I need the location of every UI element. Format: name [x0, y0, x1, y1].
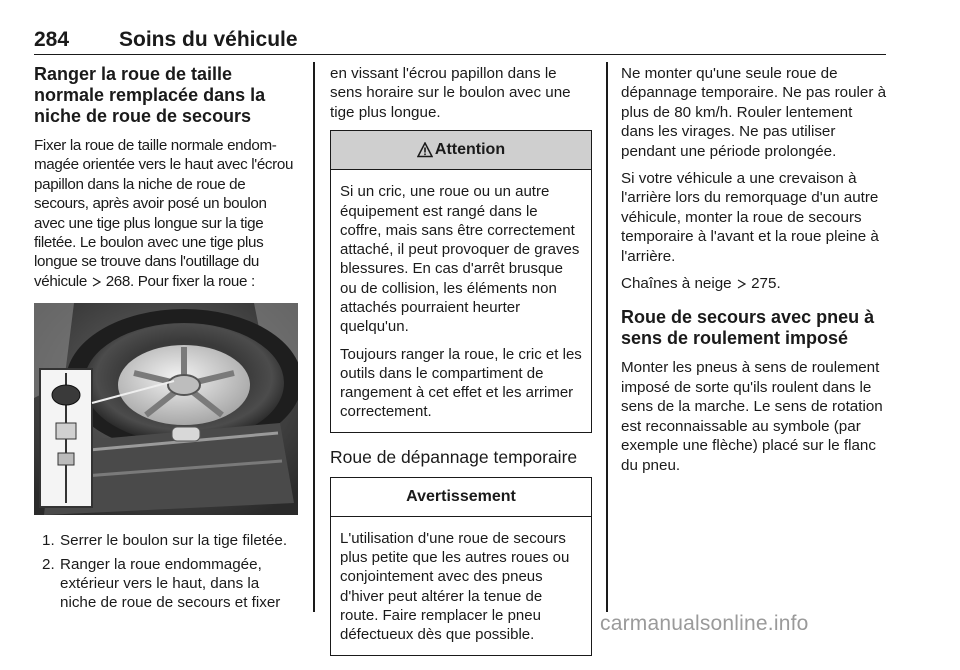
warning-triangle-icon [417, 142, 433, 158]
watermark: carmanualsonline.info [600, 612, 809, 635]
attention-title: Attention [434, 141, 506, 159]
list-item: 1. Serrer le boulon sur la tige filetée. [42, 532, 288, 550]
column-middle [330, 64, 592, 670]
paragraph: Ne monter qu'une seule roue de dépannage temporaire. Ne pas rouler à plus de 80 km/h. Rouler lentement dans les virages. Ne pas utiliser pendant une période prolongée. [621, 65, 887, 160]
page-title: Soins du véhicule [119, 28, 298, 51]
section-heading: Roue de secours avec pneu à sens de roulement imposé [621, 307, 875, 349]
attention-box [330, 130, 592, 433]
reference-arrow-icon [92, 277, 101, 287]
reference-arrow-icon [737, 279, 746, 289]
paragraph: L'utilisation d'une roue de secours plus petite que les autres roues ou conjointement avec des pneus d'hiver peut altérer la tenue de route. Faire remplacer le pneu défectueux dès que possible. [340, 529, 570, 644]
paragraph: Si votre véhicule a une crevaison à l'arrière lors du remorquage d'un autre véhicule, monter la roue de secours temporaire à l'avant et la roue pleine à l'arrière. [621, 170, 879, 265]
page-reference-link[interactable]: 268 [105, 272, 130, 290]
paragraph: Fixer la roue de taille normale endommagée orientée vers le haut avec l'écrou papillon dans la niche de roue de secours, après avoir posé un boulon avec une tige plus longue sur la tige filetée. Le boulon avec une tige plus longue se trouve dans l'outillage du véhicule 268. Pour fixer la roue : [34, 137, 294, 290]
page-number: 284 [34, 28, 70, 51]
warning-box [330, 477, 592, 656]
page-reference-link[interactable]: 275 [751, 275, 777, 293]
paragraph: en vissant l'écrou papillon dans le sens horaire sur le boulon avec une tige plus longue. [330, 65, 571, 121]
column-right [621, 64, 887, 483]
spare-wheel-illustration [34, 303, 298, 515]
column-divider [313, 62, 315, 612]
section-heading: Ranger la roue de taille normale remplacée dans la niche de roue de secours [34, 64, 266, 126]
warning-header [331, 478, 591, 517]
warning-title: Avertissement [406, 487, 516, 505]
steps-list [34, 531, 298, 613]
paragraph: Monter les pneus à sens de roulement imposé de sorte qu'ils roulent dans le sens de la marche. Le sens de rotation est reconnaissable au symbole (par exemple une flèche) placé sur le flanc du pneu. [621, 359, 883, 474]
attention-header [331, 131, 591, 170]
page-header [34, 28, 886, 55]
section-heading: Roue de dépannage temporaire [330, 446, 578, 467]
list-item: 2. Ranger la roue endommagée, extérieur vers le haut, dans la niche de roue de secours et fixer [42, 555, 281, 612]
column-divider [606, 62, 608, 612]
paragraph: Si un cric, une roue ou un autre équipement est rangé dans le coffre, mais sans être correctement attaché, il peut provoquer de graves blessures. En cas d'arrêt brusque ou de collision, les éléments non attachés pourraient heurter quelqu'un. [340, 183, 580, 336]
spare-wheel-photo-icon [34, 303, 298, 515]
paragraph: Toujours ranger la roue, le cric et les outils dans le compartiment de rangement à cet effet et les arrimer correctement. [340, 345, 582, 421]
paragraph: Chaînes à neige 275. [621, 275, 781, 293]
column-left [34, 64, 298, 617]
